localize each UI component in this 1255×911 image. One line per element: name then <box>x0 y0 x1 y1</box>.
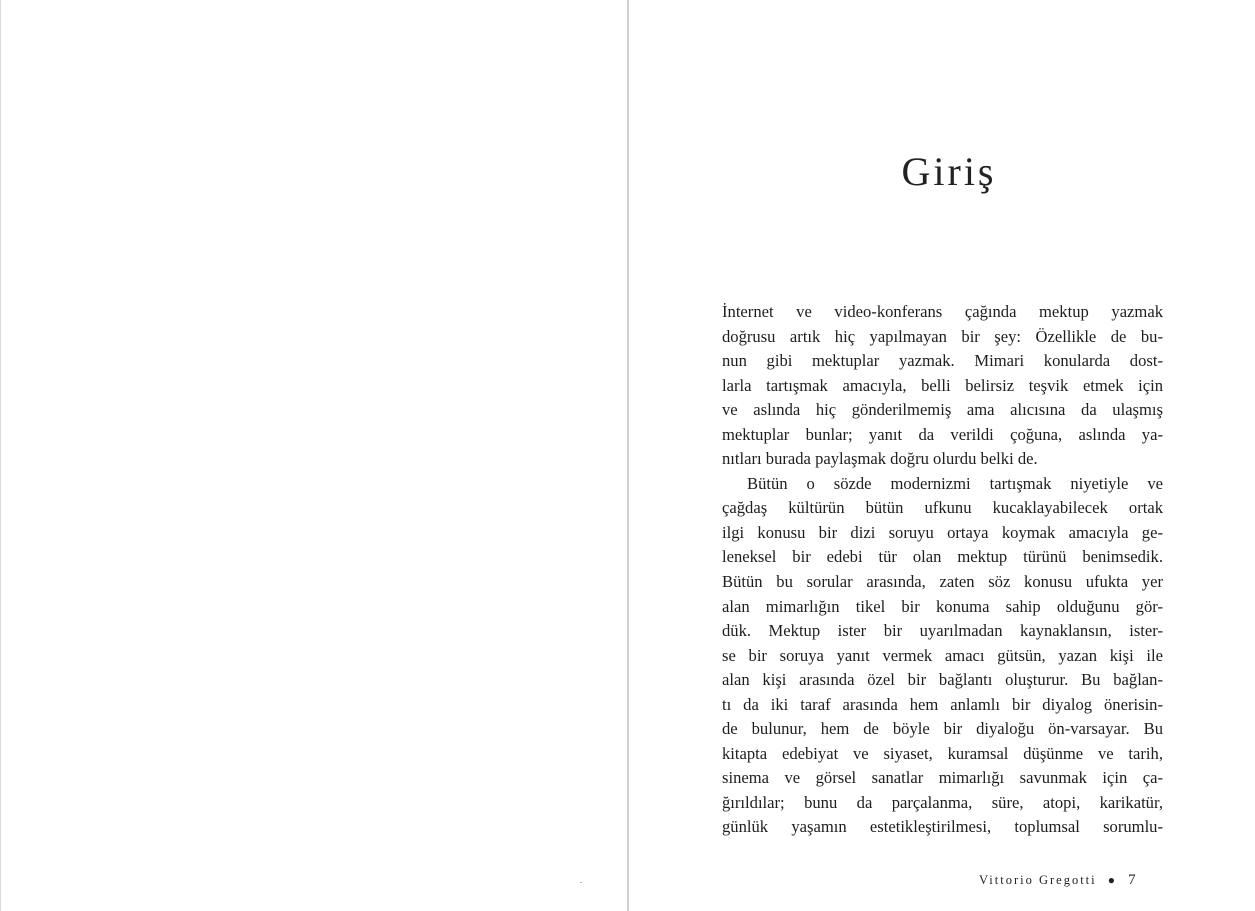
text-line: nun gibi mektuplar yazmak. Mimari konularda dost- <box>722 351 1163 371</box>
text-line: alan mimarlığın tikel bir konuma sahip olduğunu gör- <box>722 596 1163 616</box>
footer-bullet-icon: ● <box>1107 873 1115 887</box>
text-line: dük. Mektup ister bir uyarılmadan kaynaklansın, ister- <box>722 621 1163 641</box>
text-line: larla tartışmak amacıyla, belli belirsiz teşvik etmek için <box>722 375 1163 395</box>
text-line: tı da iki taraf arasında hem anlamlı bir diyalog önerisin- <box>722 694 1163 714</box>
text-line: kitapta edebiyat ve siyaset, kuramsal düşünme ve tarih, <box>722 743 1163 763</box>
body-text <box>722 300 1163 840</box>
text-line: İnternet ve video-konferans çağında mektup yazmak <box>722 302 1163 321</box>
text-line: mektuplar bunlar; yanıt da verildi çoğuna, aslında ya- <box>722 424 1163 444</box>
text-line: çağdaş kültürün bütün ufkunu kucaklayabilecek ortak <box>722 498 1163 518</box>
text-line: Bütün o sözde modernizmi tartışmak niyetiyle ve <box>747 473 1163 493</box>
text-line: Bütün bu sorular arasında, zaten söz konusu ufukta yer <box>722 572 1163 592</box>
text-line: leneksel bir edebi tür olan mektup türünü benimsedik. <box>722 547 1163 567</box>
left-page-mark: . <box>580 876 582 885</box>
text-line: nıtları burada paylaşmak doğru olurdu belki de. <box>722 449 1038 469</box>
page-number: 7 <box>1128 872 1136 888</box>
text-line: de bulunur, hem de böyle bir diyaloğu ön-varsayar. Bu <box>722 719 1163 739</box>
text-line: ğırıldılar; bunu da parçalanma, süre, atopi, karikatür, <box>722 792 1163 812</box>
chapter-title <box>629 148 1255 195</box>
text-line: alan kişi arasında özel bir bağlantı oluşturur. Bu bağlan- <box>722 670 1163 690</box>
running-footer <box>979 872 1136 889</box>
left-page <box>0 0 627 911</box>
text-line: ilgi konusu bir dizi soruyu ortaya koymak amacıyla ge- <box>722 522 1163 542</box>
text-line: se bir soruya yanıt vermek amacı gütsün, yazan kişi ile <box>722 645 1163 665</box>
text-line: günlük yaşamın estetikleştirilmesi, toplumsal sorumlu- <box>722 817 1163 837</box>
chapter-title-text: Giriş <box>901 149 997 194</box>
text-line: doğrusu artık hiç yapılmayan bir şey: Özellikle de bu- <box>722 326 1163 346</box>
text-line: sinema ve görsel sanatlar mimarlığı savunmak için ça- <box>722 768 1163 788</box>
right-page <box>629 0 1255 911</box>
text-line: ve aslında hiç gönderilmemiş ama alıcısına da ulaşmış <box>722 400 1163 420</box>
footer-author: Vittorio Gregotti <box>979 873 1097 887</box>
